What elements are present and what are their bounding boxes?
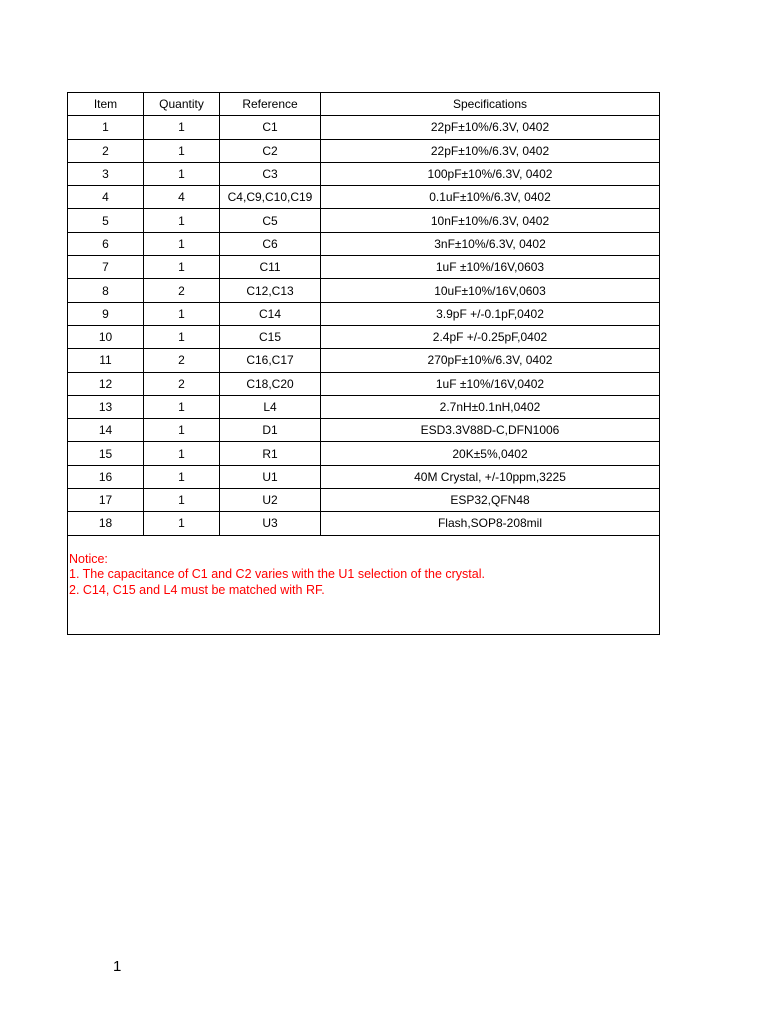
cell-specifications: 0.1uF±10%/6.3V, 0402: [321, 186, 660, 209]
table-header-row: [68, 93, 660, 116]
header-quantity: Quantity: [144, 93, 220, 116]
table-row: [68, 419, 660, 442]
cell-item: 17: [68, 489, 144, 512]
cell-quantity: 1: [144, 489, 220, 512]
cell-item: 4: [68, 186, 144, 209]
cell-item: 6: [68, 232, 144, 255]
notice-line-2: 2. C14, C15 and L4 must be matched with RF.: [69, 582, 325, 597]
cell-specifications: 1uF ±10%/16V,0603: [321, 256, 660, 279]
table-row: [68, 302, 660, 325]
cell-quantity: 1: [144, 465, 220, 488]
cell-specifications: 2.7nH±0.1nH,0402: [321, 395, 660, 418]
table-row: [68, 349, 660, 372]
cell-reference: U2: [220, 489, 321, 512]
cell-reference: C16,C17: [220, 349, 321, 372]
header-reference: Reference: [220, 93, 321, 116]
cell-specifications: 3.9pF +/-0.1pF,0402: [321, 302, 660, 325]
cell-item: 2: [68, 139, 144, 162]
cell-reference: C12,C13: [220, 279, 321, 302]
cell-quantity: 1: [144, 325, 220, 348]
cell-specifications: 10nF±10%/6.3V, 0402: [321, 209, 660, 232]
cell-item: 14: [68, 419, 144, 442]
cell-specifications: ESD3.3V88D-C,DFN1006: [321, 419, 660, 442]
table-row: [68, 325, 660, 348]
notice-title: Notice:: [69, 551, 108, 566]
cell-quantity: 1: [144, 512, 220, 535]
notice-row: [68, 535, 660, 634]
cell-reference: L4: [220, 395, 321, 418]
cell-item: 5: [68, 209, 144, 232]
cell-quantity: 1: [144, 139, 220, 162]
table-row: [68, 209, 660, 232]
table-row: [68, 512, 660, 535]
cell-item: 8: [68, 279, 144, 302]
table-row: [68, 372, 660, 395]
cell-reference: D1: [220, 419, 321, 442]
cell-item: 13: [68, 395, 144, 418]
cell-item: 16: [68, 465, 144, 488]
page-number: 1: [113, 958, 122, 975]
cell-reference: C14: [220, 302, 321, 325]
table-row: [68, 186, 660, 209]
cell-item: 7: [68, 256, 144, 279]
cell-specifications: ESP32,QFN48: [321, 489, 660, 512]
cell-quantity: 1: [144, 395, 220, 418]
cell-specifications: 1uF ±10%/16V,0402: [321, 372, 660, 395]
table-row: [68, 139, 660, 162]
cell-quantity: 1: [144, 419, 220, 442]
cell-reference: U3: [220, 512, 321, 535]
table-body: [68, 116, 660, 535]
cell-item: 3: [68, 162, 144, 185]
cell-quantity: 2: [144, 279, 220, 302]
cell-reference: C6: [220, 232, 321, 255]
cell-reference: C4,C9,C10,C19: [220, 186, 321, 209]
table-row: [68, 279, 660, 302]
notice-block: [68, 535, 660, 634]
table-row: [68, 489, 660, 512]
cell-item: 12: [68, 372, 144, 395]
cell-specifications: 2.4pF +/-0.25pF,0402: [321, 325, 660, 348]
cell-specifications: 100pF±10%/6.3V, 0402: [321, 162, 660, 185]
cell-specifications: 22pF±10%/6.3V, 0402: [321, 116, 660, 139]
cell-item: 10: [68, 325, 144, 348]
cell-reference: C5: [220, 209, 321, 232]
cell-reference: C18,C20: [220, 372, 321, 395]
cell-quantity: 4: [144, 186, 220, 209]
cell-item: 9: [68, 302, 144, 325]
cell-reference: C3: [220, 162, 321, 185]
cell-specifications: 3nF±10%/6.3V, 0402: [321, 232, 660, 255]
cell-reference: R1: [220, 442, 321, 465]
table-row: [68, 256, 660, 279]
notice-line-1: 1. The capacitance of C1 and C2 varies with the U1 selection of the crystal.: [69, 567, 485, 582]
table-row: [68, 232, 660, 255]
cell-reference: C15: [220, 325, 321, 348]
bom-table: [67, 92, 660, 635]
table-row: [68, 465, 660, 488]
cell-reference: C11: [220, 256, 321, 279]
header-specifications: Specifications: [321, 93, 660, 116]
cell-reference: U1: [220, 465, 321, 488]
cell-quantity: 1: [144, 256, 220, 279]
cell-quantity: 1: [144, 442, 220, 465]
cell-specifications: 22pF±10%/6.3V, 0402: [321, 139, 660, 162]
cell-quantity: 1: [144, 116, 220, 139]
header-item: Item: [68, 93, 144, 116]
cell-specifications: 20K±5%,0402: [321, 442, 660, 465]
cell-quantity: 1: [144, 232, 220, 255]
cell-item: 11: [68, 349, 144, 372]
cell-item: 1: [68, 116, 144, 139]
table-row: [68, 116, 660, 139]
cell-specifications: 10uF±10%/16V,0603: [321, 279, 660, 302]
cell-item: 18: [68, 512, 144, 535]
cell-quantity: 1: [144, 302, 220, 325]
cell-item: 15: [68, 442, 144, 465]
table-row: [68, 395, 660, 418]
cell-specifications: Flash,SOP8-208mil: [321, 512, 660, 535]
cell-quantity: 2: [144, 349, 220, 372]
table-row: [68, 162, 660, 185]
cell-quantity: 1: [144, 162, 220, 185]
cell-specifications: 270pF±10%/6.3V, 0402: [321, 349, 660, 372]
cell-quantity: 1: [144, 209, 220, 232]
cell-quantity: 2: [144, 372, 220, 395]
cell-reference: C2: [220, 139, 321, 162]
cell-specifications: 40M Crystal, +/-10ppm,3225: [321, 465, 660, 488]
table-row: [68, 442, 660, 465]
cell-reference: C1: [220, 116, 321, 139]
